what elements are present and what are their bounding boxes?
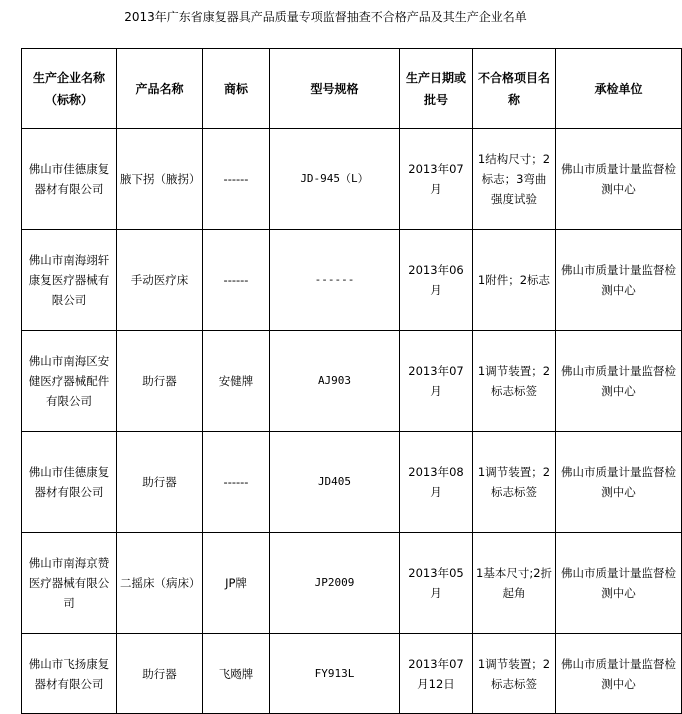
page-title: 2013年广东省康复器具产品质量专项监督抽查不合格产品及其生产企业名单 xyxy=(124,10,527,24)
unqualified-products-table xyxy=(21,48,682,714)
cell-brand: ------ xyxy=(203,230,270,331)
header-brand: 商标 xyxy=(203,49,270,129)
cell-date: 2013年07月 xyxy=(400,129,473,230)
cell-model: ------ xyxy=(270,230,400,331)
cell-date: 2013年07月 xyxy=(400,331,473,432)
header-inspector: 承检单位 xyxy=(556,49,682,129)
cell-brand: JP牌 xyxy=(203,533,270,634)
cell-model: JP2009 xyxy=(270,533,400,634)
cell-brand: ------ xyxy=(203,432,270,533)
cell-company: 佛山市飞扬康复器材有限公司 xyxy=(22,634,117,714)
cell-product: 助行器 xyxy=(117,331,203,432)
cell-inspector: 佛山市质量计量监督检测中心 xyxy=(556,129,682,230)
table-row xyxy=(22,432,682,533)
table-header-row xyxy=(22,49,682,129)
cell-brand: 飞飏牌 xyxy=(203,634,270,714)
cell-brand: ------ xyxy=(203,129,270,230)
cell-product: 手动医疗床 xyxy=(117,230,203,331)
header-product: 产品名称 xyxy=(117,49,203,129)
cell-inspector: 佛山市质量计量监督检测中心 xyxy=(556,432,682,533)
header-defects: 不合格项目名称 xyxy=(473,49,556,129)
header-model: 型号规格 xyxy=(270,49,400,129)
cell-date: 2013年05月 xyxy=(400,533,473,634)
cell-model: JD-945（L） xyxy=(270,129,400,230)
cell-defects: 1基本尺寸;2折起角 xyxy=(473,533,556,634)
cell-defects: 1调节装置；2标志标签 xyxy=(473,432,556,533)
cell-inspector: 佛山市质量计量监督检测中心 xyxy=(556,634,682,714)
table-row xyxy=(22,533,682,634)
cell-defects: 1调节装置；2标志标签 xyxy=(473,634,556,714)
cell-company: 佛山市南海京赞医疗器械有限公司 xyxy=(22,533,117,634)
cell-inspector: 佛山市质量计量监督检测中心 xyxy=(556,230,682,331)
header-date: 生产日期或批号 xyxy=(400,49,473,129)
cell-model: JD405 xyxy=(270,432,400,533)
cell-company: 佛山市佳德康复器材有限公司 xyxy=(22,432,117,533)
cell-company: 佛山市佳德康复器材有限公司 xyxy=(22,129,117,230)
cell-defects: 1结构尺寸；2标志；3弯曲强度试验 xyxy=(473,129,556,230)
cell-date: 2013年08月 xyxy=(400,432,473,533)
header-company: 生产企业名称（标称） xyxy=(22,49,117,129)
cell-product: 腋下拐（腋拐） xyxy=(117,129,203,230)
cell-inspector: 佛山市质量计量监督检测中心 xyxy=(556,331,682,432)
cell-company: 佛山市南海区安健医疗器械配件有限公司 xyxy=(22,331,117,432)
cell-defects: 1附件；2标志 xyxy=(473,230,556,331)
table-row xyxy=(22,230,682,331)
cell-company: 佛山市南海翊轩康复医疗器械有限公司 xyxy=(22,230,117,331)
cell-model: FY913L xyxy=(270,634,400,714)
cell-inspector: 佛山市质量计量监督检测中心 xyxy=(556,533,682,634)
cell-brand: 安健牌 xyxy=(203,331,270,432)
cell-product: 助行器 xyxy=(117,634,203,714)
cell-product: 助行器 xyxy=(117,432,203,533)
table-row xyxy=(22,634,682,714)
table-row xyxy=(22,331,682,432)
cell-product: 二摇床（病床） xyxy=(117,533,203,634)
cell-date: 2013年07月12日 xyxy=(400,634,473,714)
cell-model: AJ903 xyxy=(270,331,400,432)
table-row xyxy=(22,129,682,230)
cell-date: 2013年06月 xyxy=(400,230,473,331)
cell-defects: 1调节装置；2标志标签 xyxy=(473,331,556,432)
